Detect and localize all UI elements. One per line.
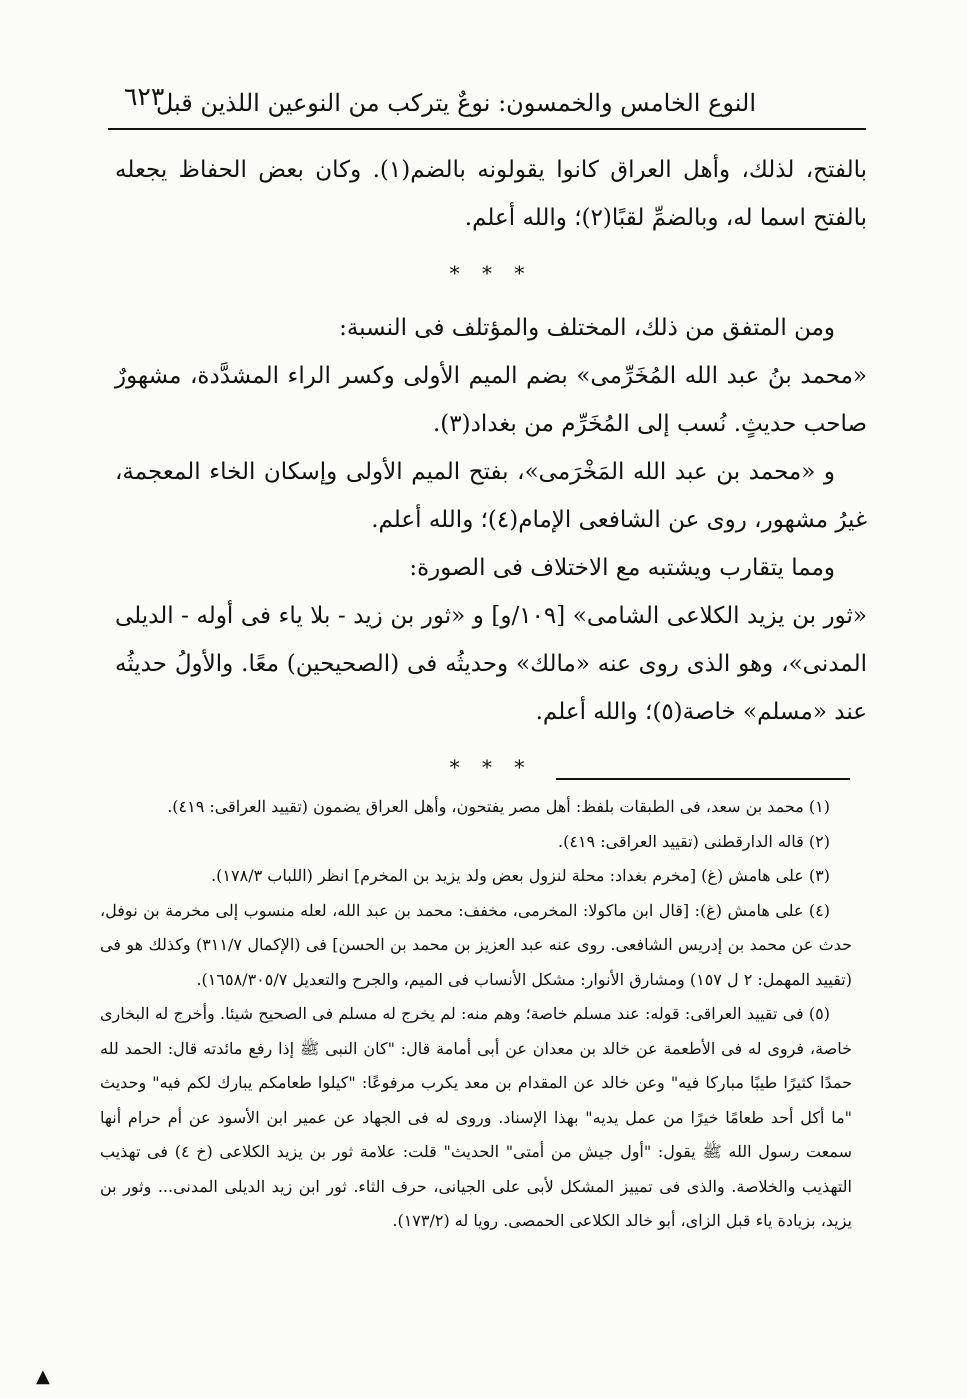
section-divider: * * * xyxy=(449,261,533,285)
scan-artifact-mark: ▲ xyxy=(36,1366,50,1387)
footnote-4: (٤) على هامش (غ): [قال ابن ماكولا: المخرمى، مخفف: محمد بن عبد الله، لعله منسوب إلى مخرمة بن نوفل، حدث عن محمد بن إدريس الشافعى. روى عنه عبد العزيز بن محمد بن الحسن] فى (الإكمال ٣١١/٧) وكذلك هو فى (تقييد المهمل: ٢ ل ١٥٧) ومشارق الأنوار: مشكل الأنساب فى الميم، والجرح والتعديل ١٦٥٨/٣٠٥/٧). xyxy=(100,900,852,989)
paragraph-section-intro: ومن المتفق من ذلك، المختلف والمؤتلف فى النسبة: xyxy=(339,315,835,341)
paragraph-thawr: «ثور بن يزيد الكلاعى الشامى» [١٠٩/و] و «ثور بن زيد - بلا ياء فى أوله - الديلى المدنى»، وهو الذى روى عنه «مالك» وحديثُه فى (الصحيحين) معًا. والأولُ حديثُه عند «مسلم» خاصة(٥)؛ والله أعلم. xyxy=(115,603,867,725)
paragraph-similar-intro: ومما يتقارب ويشتبه مع الاختلاف فى الصورة: xyxy=(409,555,835,581)
footnotes xyxy=(100,790,852,1239)
section-divider: * * * xyxy=(449,755,533,779)
footnote-3: (٣) على هامش (غ) [مخرم بغداد: محلة لنزول بعض ولد يزيد بن المخرم] انظر (اللباب ١٧٨/٣). xyxy=(211,866,830,885)
footnote-2: (٢) قاله الدارقطنى (تقييد العراقى: ٤١٩). xyxy=(558,831,830,851)
footnote-1: (١) محمد بن سعد، فى الطبقات بلفظ: أهل مصر يفتحون، وأهل العراق يضمون (تقييد العراقى: ٤١٩). xyxy=(167,797,830,816)
main-text xyxy=(115,146,867,798)
page-header xyxy=(108,82,866,130)
paragraph-continuation: بالفتح، لذلك، وأهل العراق كانوا يقولونه بالضم(١). وكان بعض الحفاظ يجعله بالفتح اسما له، وبالضمِّ لقبًا(٢)؛ والله أعلم. xyxy=(115,157,867,231)
page-number: ٦٢٣ xyxy=(124,82,165,111)
paragraph-mukharrimi: «محمد بنُ عبد الله المُخَرِّمى» بضم الميم الأولى وكسر الراء المشدَّدة، مشهورٌ صاحب حديثٍ. نُسب إلى المُخَرِّم من بغداد(٣). xyxy=(115,363,867,437)
paragraph-makhrami: و «محمد بن عبد الله المَخْرَمى»، بفتح الميم الأولى وإسكان الخاء المعجمة، غيرُ مشهور، روى عن الشافعى الإمام(٤)؛ والله أعلم. xyxy=(115,459,867,533)
footnote-5: (٥) فى تقييد العراقى: قوله: عند مسلم خاصة؛ وهم منه: لم يخرج له مسلم فى الصحيح شيئا. وأخرج له البخارى خاصة، فروى له فى الأطعمة عن خالد بن معدان عن أبى أمامة قال: "كان النبى ﷺ إذا رفع مائدته قال: الحمد لله حمدًا كثيرًا طيبًا مباركا فيه" وعن خالد عن المقدام بن معد يكرب مرفوعًا: "كيلوا طعامكم يبارك لكم فيه" وحديث "ما أكل أحد طعامًا خيرًا من عمل يديه" بهذا الإسناد. وروى له فى الجهاد عن عمير ابن الأسود عن أم حرام أنها سمعت رسول الله ﷺ يقول: "أول جيش من أمتى" الحديث" قلت: علامة ثور بن يزيد الكلاعى (خ ٤) فى تهذيب التهذيب والخلاصة. والذى فى تمييز المشكل لأبى على الجيانى، حرف الثاء. ثور ابن زيد الديلى المدنى... وثور بن يزيد، بزيادة ياء قبل الزاى، أبو خالد الكلاعى الحمصى. رويا له (١٧٣/٢). xyxy=(100,1004,853,1230)
footnote-separator xyxy=(556,778,850,780)
running-title: النوع الخامس والخمسون: نوعٌ يتركب من النوعين اللذين قبل xyxy=(155,89,756,117)
